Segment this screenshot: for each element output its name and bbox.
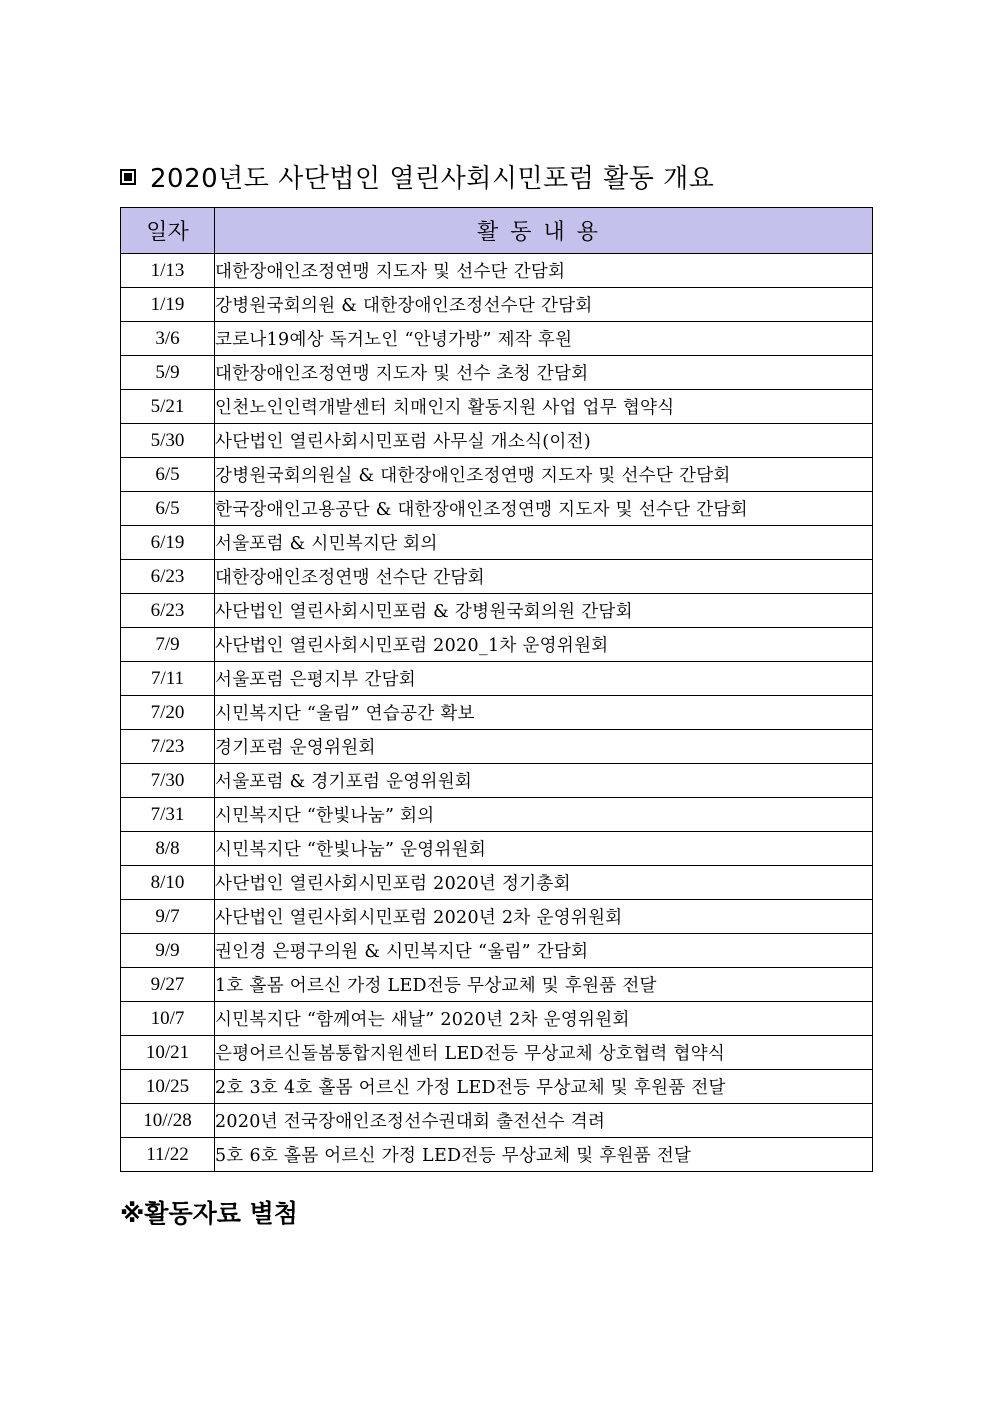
activity-table-body — [121, 254, 873, 1172]
table-row — [121, 1002, 873, 1036]
row-content: 5호 6호 홀몸 어르신 가정 LED전등 무상교체 및 후원품 전달 — [215, 1138, 873, 1172]
row-content: 2호 3호 4호 홀몸 어르신 가정 LED전등 무상교체 및 후원품 전달 — [215, 1070, 873, 1104]
table-row — [121, 934, 873, 968]
table-row — [121, 356, 873, 390]
activity-table — [120, 207, 873, 1172]
row-date: 7/31 — [121, 798, 215, 832]
row-content: 서울포럼 & 시민복지단 회의 — [215, 526, 873, 560]
table-row — [121, 526, 873, 560]
table-row — [121, 1104, 873, 1138]
header-date: 일자 — [121, 208, 215, 254]
table-row — [121, 798, 873, 832]
row-content: 시민복지단 “한빛나눔” 회의 — [215, 798, 873, 832]
row-content: 사단법인 열린사회시민포럼 & 강병원국회의원 간담회 — [215, 594, 873, 628]
row-content: 강병원국회의원실 & 대한장애인조정연맹 지도자 및 선수단 간담회 — [215, 458, 873, 492]
row-date: 5/9 — [121, 356, 215, 390]
table-row — [121, 764, 873, 798]
header-content: 활동내용 — [215, 208, 873, 254]
row-date: 10/21 — [121, 1036, 215, 1070]
row-date: 6/19 — [121, 526, 215, 560]
filled-square-bullet-icon — [120, 169, 136, 185]
row-date: 1/13 — [121, 254, 215, 288]
row-content: 대한장애인조정연맹 선수단 간담회 — [215, 560, 873, 594]
table-row — [121, 390, 873, 424]
row-content: 서울포럼 & 경기포럼 운영위원회 — [215, 764, 873, 798]
row-date: 7/23 — [121, 730, 215, 764]
row-date: 7/11 — [121, 662, 215, 696]
row-date: 10//28 — [121, 1104, 215, 1138]
table-row — [121, 458, 873, 492]
document-title-text: 2020년도 사단법인 열린사회시민포럼 활동 개요 — [150, 164, 715, 194]
row-content: 사단법인 열린사회시민포럼 2020년 2차 운영위원회 — [215, 900, 873, 934]
row-content: 대한장애인조정연맹 지도자 및 선수단 간담회 — [215, 254, 873, 288]
row-date: 5/21 — [121, 390, 215, 424]
row-content: 사단법인 열린사회시민포럼 2020_1차 운영위원회 — [215, 628, 873, 662]
row-date: 3/6 — [121, 322, 215, 356]
table-row — [121, 322, 873, 356]
row-date: 7/20 — [121, 696, 215, 730]
table-header-row — [121, 208, 873, 254]
row-date: 10/25 — [121, 1070, 215, 1104]
row-content: 경기포럼 운영위원회 — [215, 730, 873, 764]
row-date: 6/23 — [121, 560, 215, 594]
row-date: 9/7 — [121, 900, 215, 934]
footnote: ※활동자료 별첨 — [120, 1199, 298, 1228]
row-content: 시민복지단 “한빛나눔” 운영위원회 — [215, 832, 873, 866]
table-row — [121, 832, 873, 866]
table-row — [121, 1070, 873, 1104]
table-row — [121, 730, 873, 764]
table-row — [121, 900, 873, 934]
row-content: 은평어르신돌봄통합지원센터 LED전등 무상교체 상호협력 협약식 — [215, 1036, 873, 1070]
row-content: 서울포럼 은평지부 간담회 — [215, 662, 873, 696]
row-date: 7/9 — [121, 628, 215, 662]
row-date: 7/30 — [121, 764, 215, 798]
row-date: 6/5 — [121, 458, 215, 492]
table-row — [121, 288, 873, 322]
row-content: 1호 홀몸 어르신 가정 LED전등 무상교체 및 후원품 전달 — [215, 968, 873, 1002]
row-content: 코로나19예상 독거노인 “안녕가방” 제작 후원 — [215, 322, 873, 356]
row-date: 1/19 — [121, 288, 215, 322]
row-content: 시민복지단 “함께여는 새날” 2020년 2차 운영위원회 — [215, 1002, 873, 1036]
table-row — [121, 424, 873, 458]
row-content: 대한장애인조정연맹 지도자 및 선수 초청 간담회 — [215, 356, 873, 390]
row-date: 10/7 — [121, 1002, 215, 1036]
table-row — [121, 1138, 873, 1172]
row-date: 9/9 — [121, 934, 215, 968]
table-row — [121, 1036, 873, 1070]
row-content: 2020년 전국장애인조정선수권대회 출전선수 격려 — [215, 1104, 873, 1138]
table-row — [121, 628, 873, 662]
row-content: 사단법인 열린사회시민포럼 2020년 정기총회 — [215, 866, 873, 900]
row-content: 인천노인인력개발센터 치매인지 활동지원 사업 업무 협약식 — [215, 390, 873, 424]
table-row — [121, 662, 873, 696]
row-date: 6/23 — [121, 594, 215, 628]
row-date: 5/30 — [121, 424, 215, 458]
row-content: 권인경 은평구의원 & 시민복지단 “울림” 간담회 — [215, 934, 873, 968]
row-date: 8/8 — [121, 832, 215, 866]
table-row — [121, 560, 873, 594]
table-row — [121, 594, 873, 628]
document-title — [120, 158, 714, 195]
table-row — [121, 866, 873, 900]
row-date: 11/22 — [121, 1138, 215, 1172]
table-row — [121, 696, 873, 730]
table-row — [121, 254, 873, 288]
row-content: 강병원국회의원 & 대한장애인조정선수단 간담회 — [215, 288, 873, 322]
row-content: 사단법인 열린사회시민포럼 사무실 개소식(이전) — [215, 424, 873, 458]
row-content: 시민복지단 “울림” 연습공간 확보 — [215, 696, 873, 730]
row-date: 9/27 — [121, 968, 215, 1002]
row-content: 한국장애인고용공단 & 대한장애인조정연맹 지도자 및 선수단 간담회 — [215, 492, 873, 526]
row-date: 8/10 — [121, 866, 215, 900]
row-date: 6/5 — [121, 492, 215, 526]
table-row — [121, 968, 873, 1002]
table-row — [121, 492, 873, 526]
